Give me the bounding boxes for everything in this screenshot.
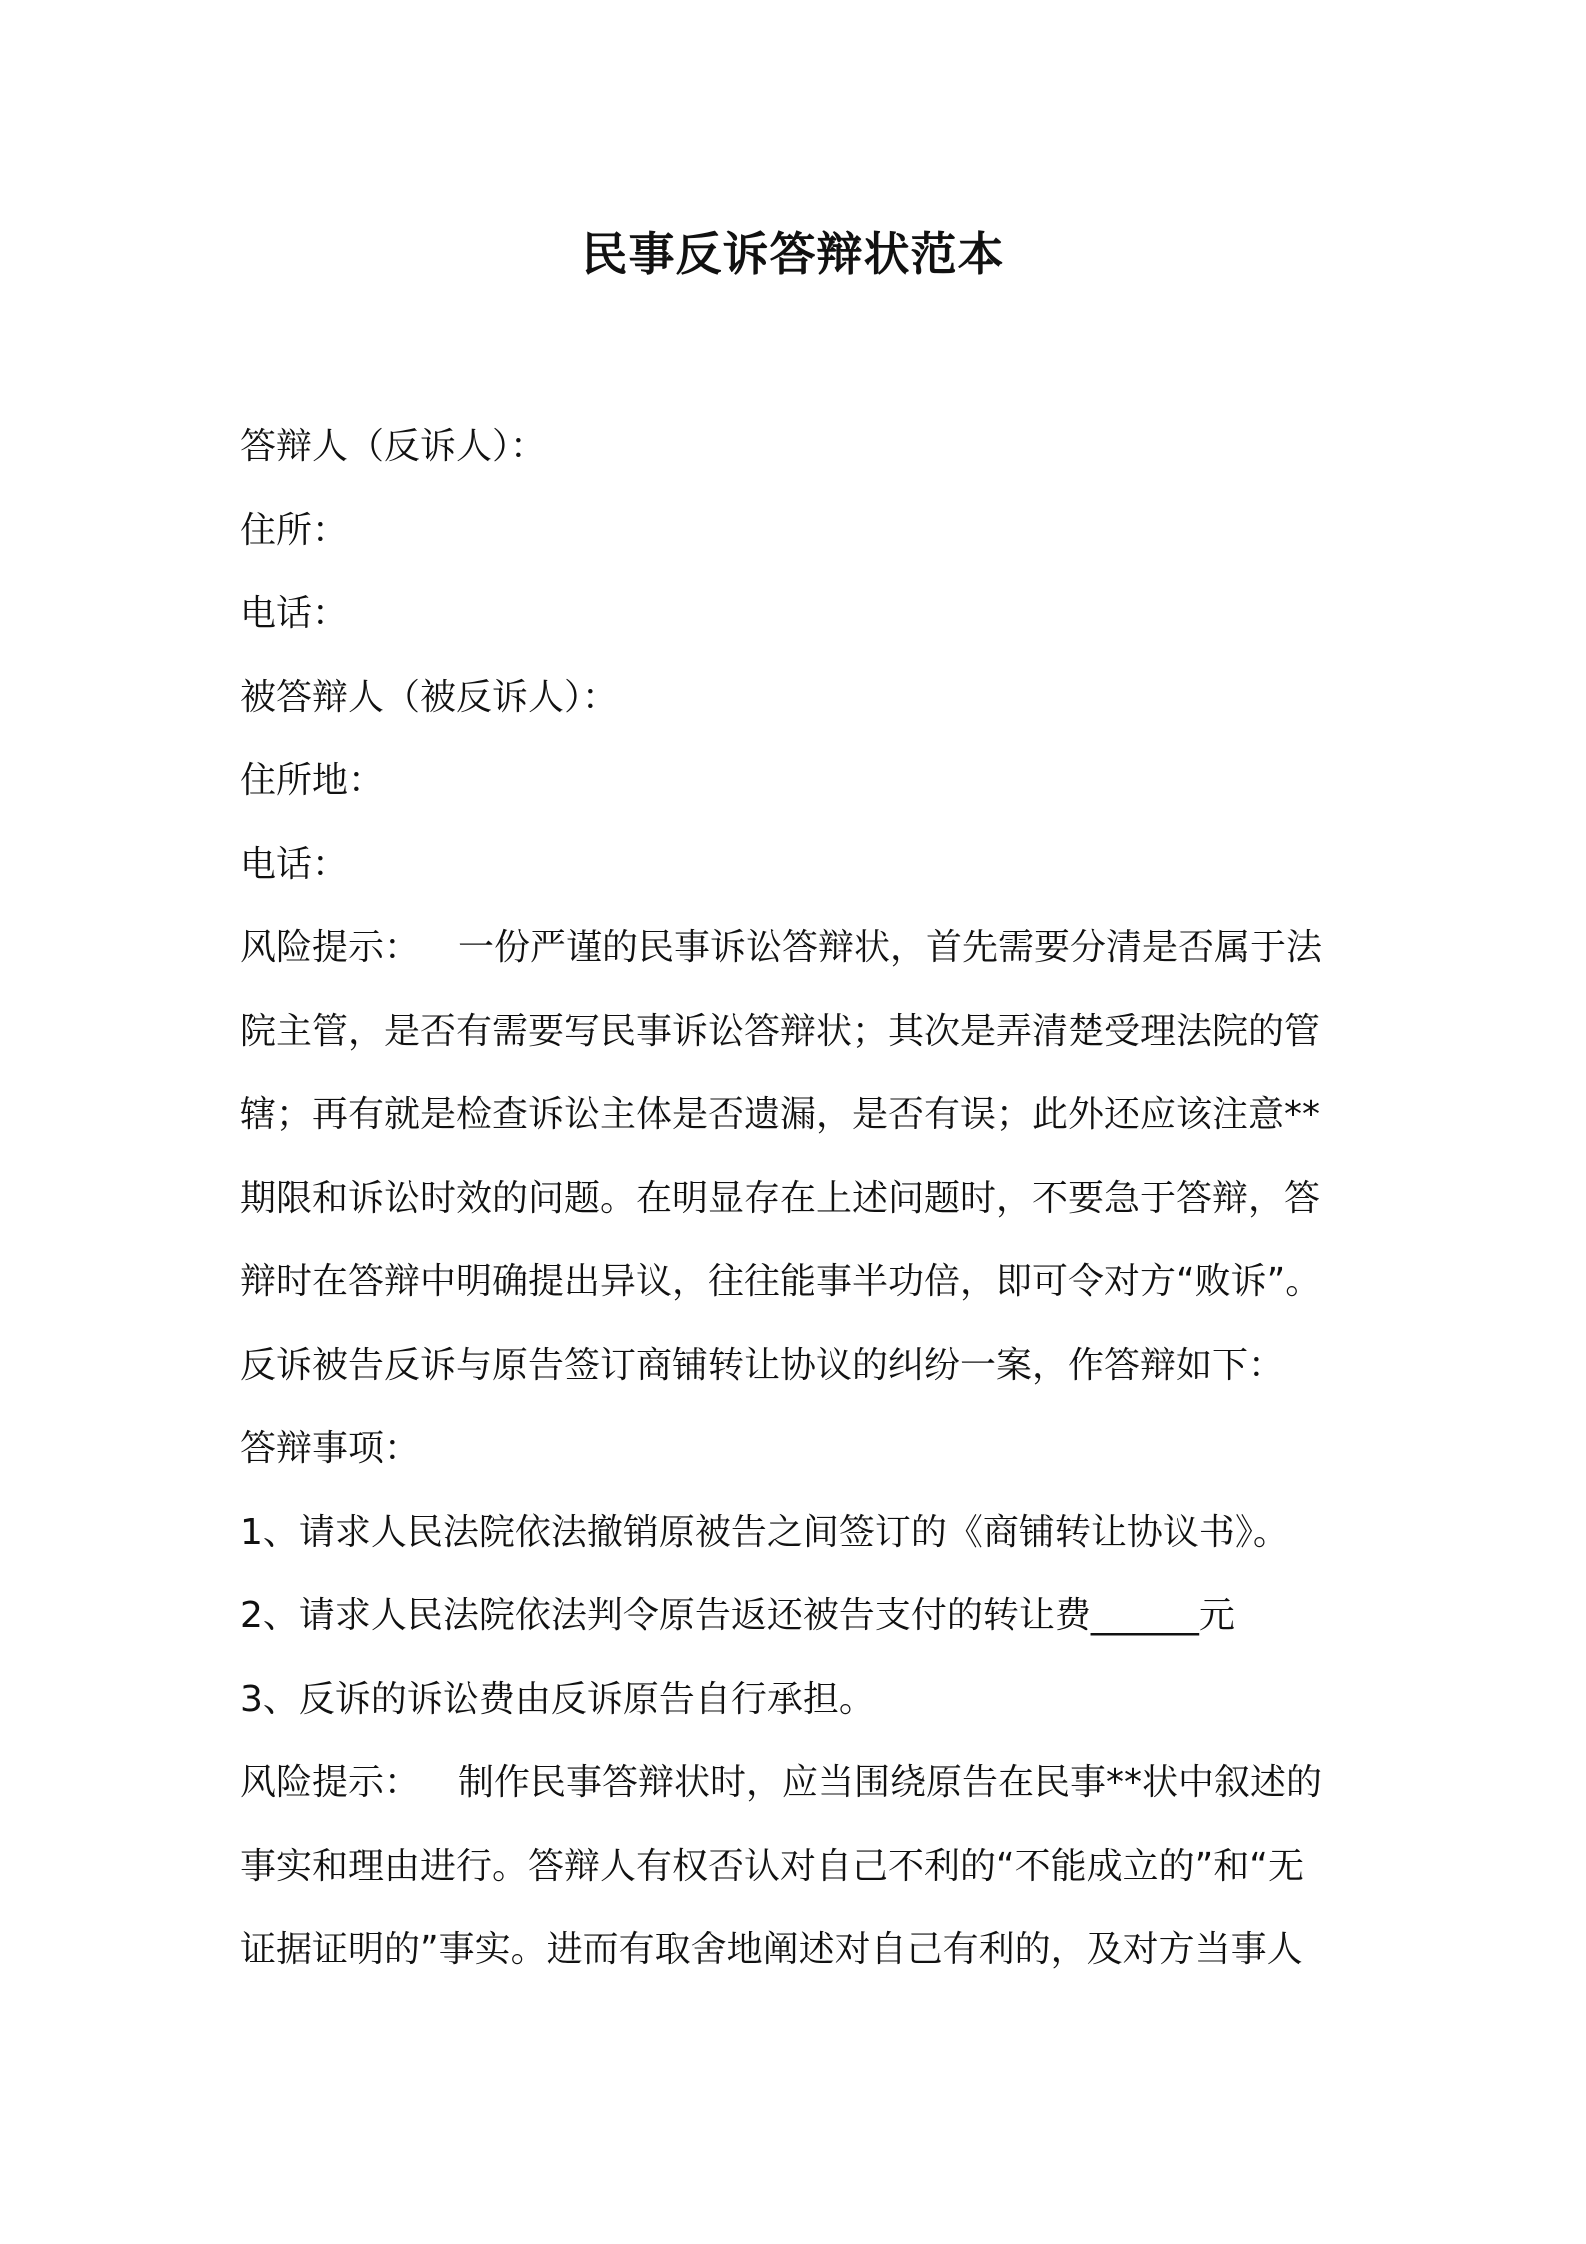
risk-tip-1-line: 辩时在答辩中明确提出异议，往往能事半功倍，即可令对方“败诉”。 [240,1261,1322,1302]
counter-respondent-phone-line: 电话： [240,843,349,885]
respondent-address-line: 住所： [240,509,349,551]
risk-tip-1-text: 一份严谨的民事诉讼答辩状，首先需要分清是否属于法 [458,927,1323,968]
risk-tip-1-label: 风险提示： [240,927,421,968]
risk-tip-2-text: 制作民事答辩状时，应当围绕原告在民事**状中叙述的 [458,1762,1323,1803]
defense-item-3: 3、反诉的诉讼费由反诉原告自行承担。 [240,1678,875,1720]
document-body [240,405,1370,1992]
respondent-phone-line: 电话： [240,593,349,634]
counter-respondent-line: 被答辩人（被反诉人）： [240,676,619,718]
respondent-line: 答辩人（反诉人）： [240,426,547,467]
risk-tip-1-line: 院主管，是否有需要写民事诉讼答辩状；其次是弄清楚受理法院的管 [240,1010,1321,1052]
risk-tip-1-line: 辖；再有就是检查诉讼主体是否遗漏，是否有误；此外还应该注意** [240,1094,1321,1135]
risk-tip-2-first-line [240,1741,1370,1825]
risk-tip-1-line: 期限和诉讼时效的问题。在明显存在上述问题时，不要急于答辩，答 [240,1177,1321,1219]
risk-tip-2-line: 事实和理由进行。答辩人有权否认对自己不利的“不能成立的”和“无 [240,1845,1304,1887]
defense-item-1: 1、请求人民法院依法撤销原被告之间签订的《商铺转让协议书》。 [240,1511,1289,1553]
defense-items-heading: 答辩事项： [240,1428,421,1469]
defense-item-2: 2、请求人民法院依法判令原告返还被告支付的转让费______元 [240,1595,1235,1636]
risk-tip-2-label: 风险提示： [240,1762,421,1803]
document-title: 民事反诉答辩状范本 [581,227,1005,281]
case-intro-line: 反诉被告反诉与原告签订商铺转让协议的纠纷一案，作答辩如下： [240,1344,1285,1386]
risk-tip-1-first-line [240,906,1370,990]
counter-respondent-address-line: 住所地： [240,760,385,801]
risk-tip-2-line: 证据证明的”事实。进而有取舍地阐述对自己有利的，及对方当事人 [240,1929,1303,1970]
